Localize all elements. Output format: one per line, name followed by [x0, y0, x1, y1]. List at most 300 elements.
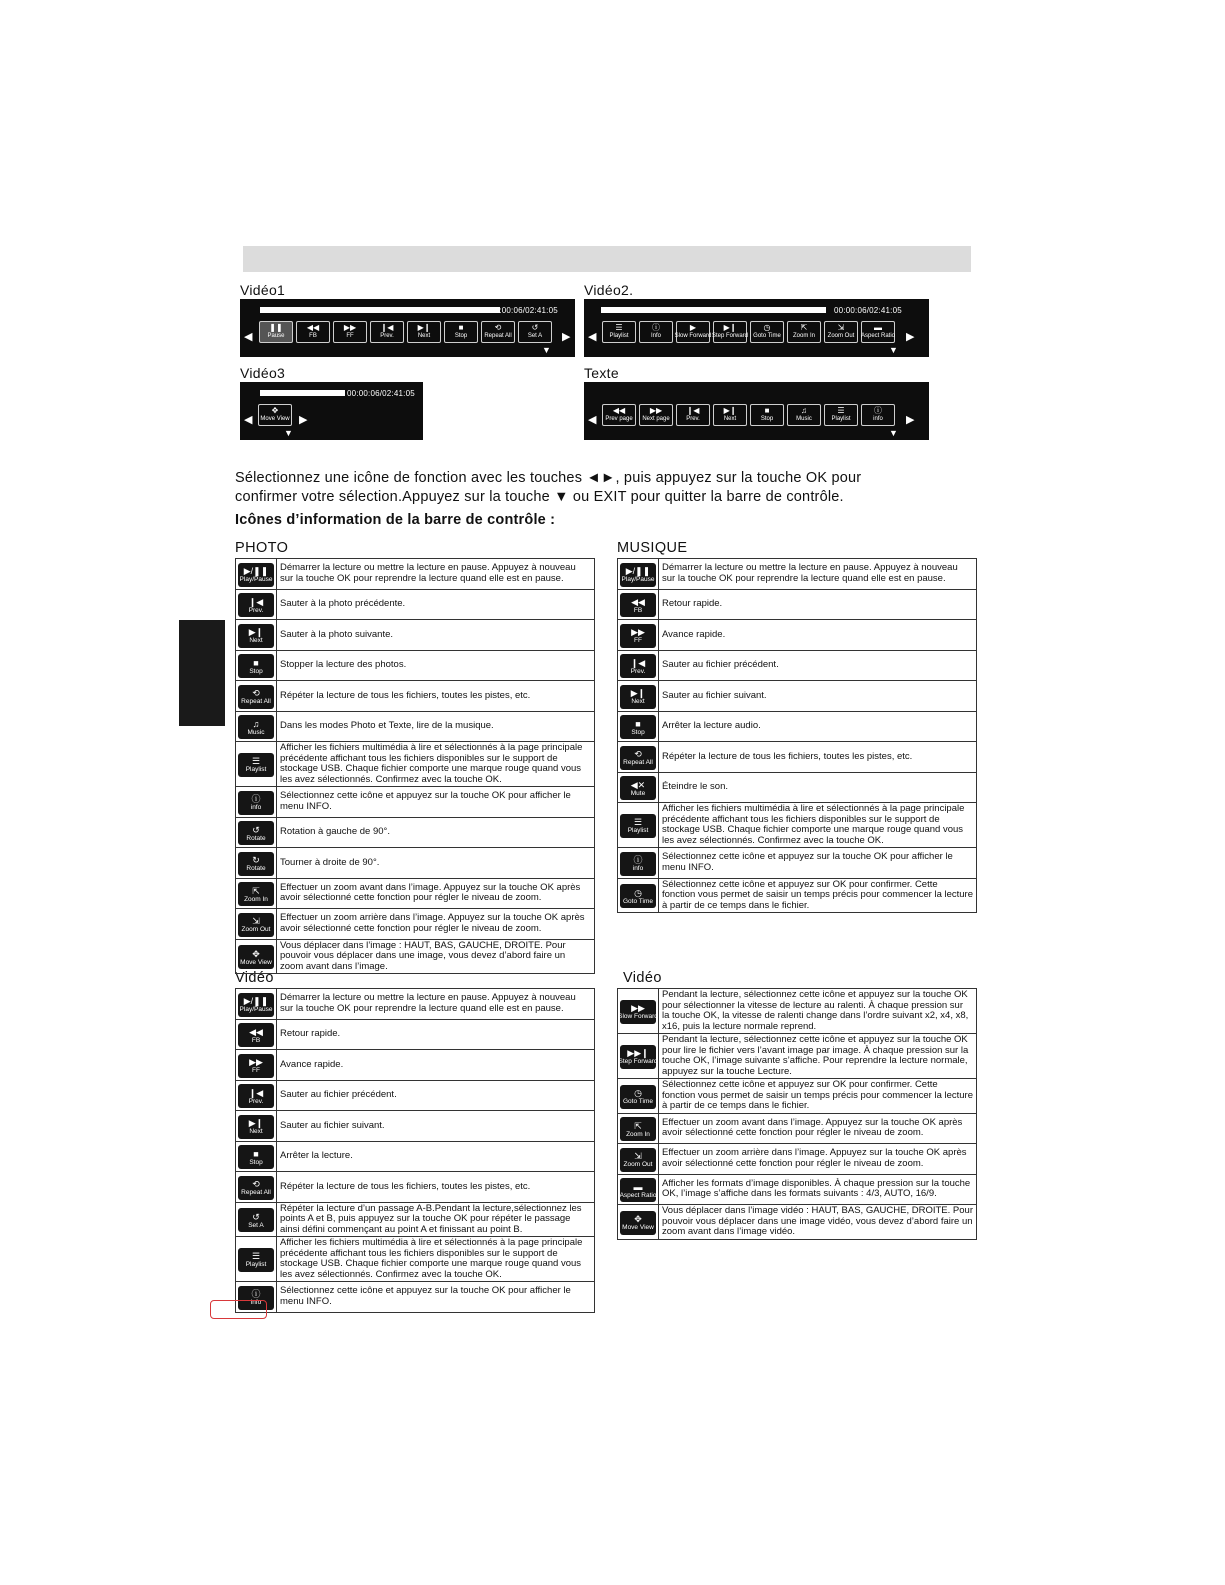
legend-icon-cell [618, 620, 659, 651]
button-label: Move View [260, 416, 290, 422]
legend-row [618, 681, 977, 712]
info-icon [620, 852, 656, 876]
page-number-box [210, 1300, 267, 1319]
time-display: 00:00:06/02:41:05 [834, 306, 902, 315]
button-label: Slow Forward [674, 333, 712, 339]
legend-icon-cell [236, 650, 277, 681]
icon-label: Repeat All [241, 1189, 271, 1196]
aspect-ratio-icon [620, 1178, 656, 1202]
icon-label: Play/Pause [621, 576, 655, 583]
icon-glyph: ▶▶ [631, 1003, 645, 1014]
icon-label: Music [247, 728, 265, 736]
button-label: Prev page [605, 416, 633, 422]
legend-row [236, 787, 595, 818]
bar-title-video1: Vidéo1 [240, 282, 286, 298]
stop-icon: ■ [458, 323, 464, 332]
legend-description: Avance rapide. [659, 620, 977, 651]
icon-label: Prev. [248, 606, 264, 614]
icon-label: Play/Pause [239, 576, 273, 583]
legend-description: Pendant la lecture, sélectionnez cette icône et appuyez sur la touche OK pour sélectionner la vitesse de lecture au ralenti. À chaque pression sur la touche OK, la vitesse de ralenti change dans l’ordre suivant x2, x4, x8, x16, puis la lecture normale reprend. [659, 989, 977, 1034]
legend-icon-cell [618, 989, 659, 1034]
legend-description: Arrêter la lecture audio. [659, 711, 977, 742]
icon-label: Zoom Out [241, 926, 271, 933]
zoom-out-icon [238, 913, 274, 937]
legend-icon-cell [236, 1141, 277, 1172]
legend-row [618, 650, 977, 681]
prev-page-button[interactable] [602, 404, 636, 426]
legend-row [236, 1050, 595, 1081]
legend-description: Afficher les formats d’image disponibles. À chaque pression sur la touche OK, l’image s’affiche dans les formats suivants : 4/3, AUTO, 16/9. [659, 1174, 977, 1205]
stop-icon [620, 715, 656, 739]
left-arrow-icon[interactable]: ◀ [244, 331, 253, 343]
button-label: Goto Time [753, 333, 781, 339]
icon-glyph: ◀✕ [630, 779, 646, 790]
playlist-icon [620, 814, 656, 838]
icon-label: Mute [630, 789, 646, 797]
section-title-video: Vidéo [235, 970, 274, 986]
fast-backward-icon [238, 1023, 274, 1047]
legend-row [236, 711, 595, 742]
legend-icon-cell [618, 711, 659, 742]
playlist-button[interactable] [824, 404, 858, 426]
repeat-icon: ⟲ [494, 323, 502, 332]
icon-glyph: ⇲ [634, 1151, 642, 1161]
icon-label: info [250, 804, 262, 811]
music-button[interactable] [787, 404, 821, 426]
right-arrow-icon[interactable]: ▶ [562, 331, 571, 343]
legend-description: Sauter au fichier précédent. [659, 650, 977, 681]
legend-row [236, 939, 595, 974]
info-icon: ⓘ [874, 406, 882, 415]
icon-label: Rotate [246, 834, 266, 842]
icon-glyph: ▶/❚❚ [243, 566, 269, 576]
section-header-bar [243, 246, 971, 272]
control-bar-video2 [584, 299, 929, 357]
legend-row [236, 1141, 595, 1172]
legend-row [236, 559, 595, 590]
previous-button[interactable] [676, 404, 710, 426]
legend-icon-cell [236, 878, 277, 909]
legend-icon-cell [236, 589, 277, 620]
icon-label: Prev. [630, 667, 646, 675]
legend-icon-cell [236, 909, 277, 940]
zoom-out-button[interactable] [824, 321, 858, 343]
fast-backward-icon [620, 593, 656, 617]
legend-row [618, 620, 977, 651]
legend-description: Retour rapide. [277, 1019, 595, 1050]
control-bar-video3 [240, 382, 423, 440]
icon-glyph: ↺ [252, 824, 260, 835]
play-pause-icon [620, 563, 656, 587]
goto-time-icon [620, 884, 656, 908]
legend-icon-cell [236, 989, 277, 1020]
icon-glyph: ■ [253, 657, 259, 668]
legend-description: Tourner à droite de 90°. [277, 848, 595, 879]
legend-icon-cell [618, 589, 659, 620]
legend-icon-cell [618, 681, 659, 712]
info-button[interactable] [639, 321, 673, 343]
legend-icon-cell [618, 742, 659, 773]
button-label: Step Forward [712, 333, 749, 339]
icon-label: Repeat All [241, 698, 271, 705]
legend-icon-cell [236, 787, 277, 818]
left-arrow-icon[interactable]: ◀ [244, 414, 253, 426]
left-arrow-icon[interactable]: ◀ [588, 331, 597, 343]
progress-bar [260, 307, 500, 313]
next-button[interactable] [407, 321, 441, 343]
icon-glyph: ▶▶ [249, 1057, 263, 1067]
down-arrow-icon[interactable]: ▼ [542, 345, 551, 355]
previous-icon: ❙◀ [686, 406, 700, 415]
zoom-out-icon: ⇲ [837, 323, 845, 332]
legend-icon-cell [236, 848, 277, 879]
zoom-out-icon [620, 1148, 656, 1172]
icon-glyph: ✥ [252, 948, 260, 959]
rotate-left-icon [238, 821, 274, 845]
legend-description: Vous déplacer dans l’image : HAUT, BAS, GAUCHE, DROITE. Pour pouvoir vous déplacer dans une image, vous devez d’abord faire un zoom avant dans l’image. [277, 939, 595, 974]
play-pause-icon [238, 563, 274, 587]
right-arrow-icon[interactable]: ▶ [299, 414, 308, 426]
step-forward-button[interactable] [713, 321, 747, 343]
legend-row [618, 848, 977, 879]
icon-glyph: ▶▶❙ [627, 1048, 649, 1059]
bar-title-video2: Vidéo2. [584, 282, 634, 298]
legend-icon-cell [618, 650, 659, 681]
icon-glyph: ⟲ [252, 1179, 260, 1189]
previous-button[interactable] [370, 321, 404, 343]
legend-description: Effectuer un zoom arrière dans l’image. Appuyez sur la touche OK après avoir sélectionné cette fonction pour régler le niveau de zoom. [659, 1144, 977, 1175]
legend-description: Sélectionnez cette icône et appuyez sur OK pour confirmer. Cette fonction vous permet de saisir un temps précis pour commencer la lecture à partir de ce temps dans le fichier. [659, 1079, 977, 1114]
legend-description: Effectuer un zoom avant dans l’image. Appuyez sur la touche OK après avoir sélectionné cette fonction pour régler le niveau de zoom. [277, 878, 595, 909]
goto-time-icon: ◷ [763, 323, 771, 332]
right-arrow-icon[interactable]: ▶ [906, 331, 915, 343]
legend-description: Sélectionnez cette icône et appuyez sur OK pour confirmer. Cette fonction vous permet de saisir un temps précis pour commencer la lecture à partir de ce temps dans le fichier. [659, 878, 977, 913]
music-icon: ♫ [801, 406, 807, 415]
previous-icon [238, 1084, 274, 1108]
music-icon [238, 715, 274, 739]
section-title-video-right: Vidéo [623, 970, 662, 986]
icon-glyph: ♫ [252, 718, 260, 729]
legend-table-video-right [617, 988, 977, 1240]
icon-label: Goto Time [623, 1098, 653, 1105]
next-page-button[interactable] [639, 404, 673, 426]
legend-row [236, 817, 595, 848]
legend-row [618, 1113, 977, 1144]
icon-glyph: ☰ [633, 817, 643, 828]
stop-button[interactable] [750, 404, 784, 426]
legend-description: Effectuer un zoom arrière dans l’image. Appuyez sur la touche OK après avoir sélectionné cette fonction pour régler le niveau de zoom. [277, 909, 595, 940]
legend-row [618, 1205, 977, 1240]
button-label: Next [417, 333, 431, 339]
icon-label: Next [249, 1128, 263, 1135]
legend-description: Répéter la lecture d’un passage A-B.Pendant la lecture,sélectionnez les points A et B, puis appuyez sur la touche OK pour répéter le passage ainsi défini commençant au point A et finissant au point B. [277, 1202, 595, 1237]
legend-icon-cell [236, 1050, 277, 1081]
legend-row [618, 711, 977, 742]
legend-description: Pendant la lecture, sélectionnez cette icône et appuyez sur la touche OK pour lire le fichier vers l’avant image par image. À chaque pression sur la touche OK, l’image suivante s’affiche. Pour reprendre la lecture normale, appuyez sur la touche Lecture. [659, 1034, 977, 1079]
stop-icon [238, 654, 274, 678]
button-label: FF [346, 333, 354, 339]
prev-page-icon: ◀◀ [612, 406, 626, 415]
legend-row [236, 1237, 595, 1282]
legend-row [236, 681, 595, 712]
move-view-icon [238, 945, 274, 969]
time-display: 00:00:06/02:41:05 [490, 306, 558, 315]
stop-icon [238, 1145, 274, 1169]
icon-label: Slow Forward [618, 1013, 658, 1021]
icon-label: Playlist [245, 1261, 267, 1269]
stop-icon: ■ [764, 406, 770, 415]
legend-icon-cell [618, 1113, 659, 1144]
legend-row [236, 1172, 595, 1203]
icon-label: Stop [631, 728, 645, 736]
playlist-icon: ☰ [837, 406, 845, 415]
move-view-button[interactable] [258, 404, 292, 426]
fast-forward-icon [238, 1054, 274, 1078]
icon-glyph: ☰ [251, 756, 261, 767]
legend-table-musique [617, 558, 977, 913]
legend-row [618, 1144, 977, 1175]
repeat-icon [620, 746, 656, 770]
slow-forward-icon: ▶ [689, 323, 697, 332]
playlist-icon [238, 753, 274, 777]
next-icon [238, 624, 274, 648]
icon-label: Next [249, 637, 263, 644]
legend-row [618, 989, 977, 1034]
legend-icon-cell [236, 1080, 277, 1111]
goto-time-icon [620, 1085, 656, 1109]
down-arrow-icon[interactable]: ▼ [889, 345, 898, 355]
legend-icon-cell [236, 559, 277, 590]
set-ab-button[interactable] [518, 321, 552, 343]
icon-glyph: ◷ [634, 1088, 642, 1098]
legend-description: Vous déplacer dans l’image vidéo : HAUT, BAS, GAUCHE, DROITE. Pour pouvoir vous déplacer dans une image vidéo, vous devez d’abord faire un zoom avant dans l’image vidéo. [659, 1205, 977, 1240]
rotate-right-icon [238, 852, 274, 876]
icon-label: FF [634, 637, 642, 644]
legend-row [618, 878, 977, 913]
icon-label: Playlist [245, 766, 267, 774]
icon-glyph: ☰ [251, 1251, 261, 1262]
icon-label: Stop [249, 1158, 263, 1166]
button-label: Playlist [609, 333, 629, 339]
next-icon [620, 685, 656, 709]
legend-row [236, 1282, 595, 1313]
icon-label: FB [633, 606, 643, 614]
icon-label: FF [252, 1067, 260, 1074]
legend-row [236, 1111, 595, 1142]
legend-row [236, 650, 595, 681]
bar-title-texte: Texte [584, 365, 619, 381]
icon-glyph: ⓘ [251, 794, 261, 804]
bar-title-video3: Vidéo3 [240, 365, 286, 381]
fast-forward-button[interactable] [333, 321, 367, 343]
set-ab-icon [238, 1208, 274, 1232]
legend-description: Démarrer la lecture ou mettre la lecture en pause. Appuyez à nouveau sur la touche OK pour reprendre la lecture quand elle est en pause. [277, 559, 595, 590]
legend-icon-cell [236, 742, 277, 787]
legend-icon-cell [618, 1144, 659, 1175]
icon-glyph: ▶▶ [631, 627, 645, 637]
step-forward-icon: ▶❙ [723, 323, 737, 332]
aspect-ratio-button[interactable] [861, 321, 895, 343]
button-label: Next page [642, 416, 670, 422]
legend-icon-cell [618, 1079, 659, 1114]
info-button[interactable] [861, 404, 895, 426]
legend-description: Retour rapide. [659, 589, 977, 620]
legend-icon-cell [618, 1174, 659, 1205]
zoom-in-button[interactable] [787, 321, 821, 343]
legend-description: Sauter à la photo précédente. [277, 589, 595, 620]
icon-glyph: ⓘ [251, 1289, 261, 1299]
legend-icon-cell [236, 939, 277, 974]
button-label: Set A [527, 333, 543, 339]
legend-row [236, 1080, 595, 1111]
legend-row [618, 589, 977, 620]
fast-forward-icon [620, 624, 656, 648]
side-language-tab [179, 620, 225, 726]
icon-label: Goto Time [623, 897, 653, 905]
legend-table-video [235, 988, 595, 1313]
slow-forward-icon [620, 1000, 656, 1024]
icon-label: Playlist [627, 827, 649, 835]
legend-row [236, 1019, 595, 1050]
legend-icon-cell [618, 878, 659, 913]
repeat-icon [238, 685, 274, 709]
move-view-icon [620, 1211, 656, 1235]
icon-label: info [250, 1299, 262, 1306]
icon-glyph: ▶/❚❚ [625, 566, 651, 576]
icon-glyph: ▬ [633, 1181, 643, 1192]
legend-description: Sauter au fichier précédent. [277, 1080, 595, 1111]
instruction-line-2: confirmer votre sélection.Appuyez sur la touche ▼ ou EXIT pour quitter la barre de contrôle. [235, 489, 844, 505]
icon-label: Aspect Ratio [619, 1191, 657, 1199]
icon-glyph: ❙◀ [248, 596, 264, 607]
legend-description: Sélectionnez cette icône et appuyez sur la touche OK pour afficher le menu INFO. [277, 787, 595, 818]
legend-row [236, 742, 595, 787]
legend-row [236, 989, 595, 1020]
legend-icon-cell [236, 1019, 277, 1050]
repeat-icon [238, 1176, 274, 1200]
legend-description: Sauter au fichier suivant. [659, 681, 977, 712]
legend-icon-cell [236, 620, 277, 651]
legend-icon-cell [236, 1172, 277, 1203]
legend-description: Sélectionnez cette icône et appuyez sur la touche OK pour afficher le menu INFO. [659, 848, 977, 879]
legend-row [236, 620, 595, 651]
icon-label: Play/Pause [239, 1006, 273, 1013]
legend-description: Éteindre le son. [659, 772, 977, 803]
legend-icon-cell [236, 1237, 277, 1282]
legend-description: Afficher les fichiers multimédia à lire et sélectionnés à la page principale précédente affichant tous les fichiers disponibles sur le support de stockage USB. Chaque fichier comporte une marque rouge quand vous les avez sélectionnés. Confirmez avec la touche OK. [659, 803, 977, 848]
next-icon [238, 1115, 274, 1139]
button-label: Playlist [831, 416, 851, 422]
repeat-button[interactable] [481, 321, 515, 343]
mute-icon [620, 776, 656, 800]
button-label: Music [796, 416, 812, 422]
legend-row [618, 803, 977, 848]
aspect-ratio-icon: ▬ [874, 323, 882, 332]
legend-icon-cell [618, 803, 659, 848]
play-pause-icon [238, 993, 274, 1017]
left-arrow-icon[interactable]: ◀ [588, 414, 597, 426]
move-view-icon: ✥ [271, 406, 279, 415]
legend-icon-cell [236, 1111, 277, 1142]
legend-row [618, 1034, 977, 1079]
legend-icon-cell [618, 848, 659, 879]
next-button[interactable] [713, 404, 747, 426]
icon-glyph: ◀◀ [631, 596, 645, 607]
icon-glyph: ▶❙ [248, 1118, 264, 1128]
instruction-line-1: Sélectionnez une icône de fonction avec les touches ◄►, puis appuyez sur la touche OK pour [235, 470, 862, 486]
icon-glyph: ⇱ [252, 885, 260, 896]
button-label: Aspect Ratio [860, 333, 896, 339]
icon-label: FB [251, 1036, 261, 1044]
progress-bar [260, 390, 345, 396]
legend-row [618, 742, 977, 773]
legend-description: Afficher les fichiers multimédia à lire et sélectionnés à la page principale précédente affichant tous les fichiers disponibles sur le support de stockage USB. Chaque fichier comporte une marque rouge quand vous les avez sélectionnés. Confirmez avec la touche OK. [277, 1237, 595, 1282]
button-label: Prev. [380, 333, 394, 339]
goto-time-button[interactable] [750, 321, 784, 343]
legend-description: Effectuer un zoom avant dans l’image. Appuyez sur la touche OK après avoir sélectionné cette fonction pour régler le niveau de zoom. [659, 1113, 977, 1144]
icon-glyph: ⟲ [634, 749, 642, 759]
button-label: FB [309, 333, 317, 339]
button-label: Stop [454, 333, 468, 339]
legend-icon-cell [236, 1202, 277, 1237]
legend-description: Répéter la lecture de tous les fichiers, toutes les pistes, etc. [277, 1172, 595, 1203]
down-arrow-icon[interactable]: ▼ [284, 428, 293, 438]
legend-row [618, 559, 977, 590]
legend-description: Démarrer la lecture ou mettre la lecture en pause. Appuyez à nouveau sur la touche OK pour reprendre la lecture quand elle est en pause. [659, 559, 977, 590]
fast-forward-icon: ▶▶ [343, 323, 357, 332]
icon-label: Rotate [246, 865, 266, 872]
slow-forward-button[interactable] [676, 321, 710, 343]
zoom-in-icon: ⇱ [800, 323, 808, 332]
legend-icon-cell [618, 559, 659, 590]
legend-description: Sauter à la photo suivante. [277, 620, 595, 651]
button-label: Zoom In [792, 333, 815, 339]
down-arrow-icon[interactable]: ▼ [889, 428, 898, 438]
legend-description: Avance rapide. [277, 1050, 595, 1081]
stop-button[interactable] [444, 321, 478, 343]
legend-icon-cell [618, 772, 659, 803]
icon-glyph: ■ [635, 718, 641, 729]
legend-row [618, 772, 977, 803]
playlist-icon [238, 1248, 274, 1272]
zoom-in-icon [620, 1117, 656, 1141]
info-icon [238, 791, 274, 815]
previous-icon [238, 593, 274, 617]
icon-label: Repeat All [623, 759, 653, 766]
legend-icon-cell [236, 711, 277, 742]
section-title-photo: PHOTO [235, 540, 289, 556]
legend-table-photo [235, 558, 595, 974]
icon-label: Zoom Out [623, 1161, 653, 1168]
icon-label: Set A [248, 1221, 264, 1229]
icon-label: Move View [240, 958, 272, 966]
info-icon: ⓘ [652, 323, 660, 332]
icon-glyph: ◷ [634, 887, 642, 898]
legend-row [236, 848, 595, 879]
playlist-button[interactable] [602, 321, 636, 343]
time-display: 00:00:06/02:41:05 [347, 389, 415, 398]
legend-description: Démarrer la lecture ou mettre la lecture en pause. Appuyez à nouveau sur la touche OK pour reprendre la lecture quand elle est en pause. [277, 989, 595, 1020]
right-arrow-icon[interactable]: ▶ [906, 414, 915, 426]
progress-bar [601, 307, 826, 313]
button-label: Pause [267, 333, 285, 339]
fast-backward-button[interactable] [296, 321, 330, 343]
play-pause-button[interactable] [259, 321, 293, 343]
icon-glyph: ▶❙ [630, 688, 646, 698]
icon-glyph: ❙◀ [630, 657, 646, 668]
icon-glyph: ▶/❚❚ [243, 996, 269, 1006]
icon-label: Step Forward [618, 1058, 658, 1066]
